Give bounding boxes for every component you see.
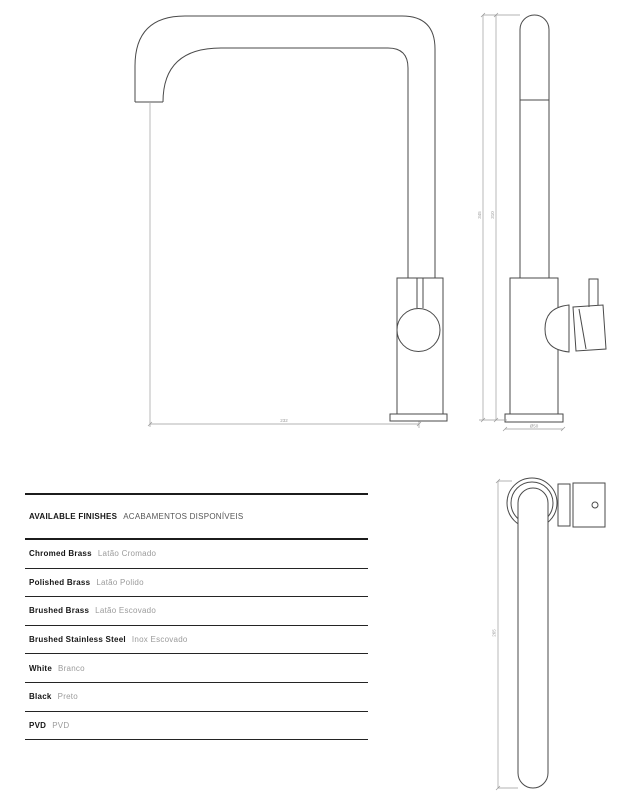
side-view-drawing [505,15,606,422]
spout-plan-tube [518,488,548,788]
cartridge-bulge [545,305,569,352]
finish-name-pt: Latão Cromado [97,549,157,559]
finish-name-en: Brushed Brass [29,606,90,616]
finish-row-pvd [25,712,368,741]
base-flange-front [390,414,447,421]
base-dimension-label: Ø50 [529,423,539,429]
finish-row-polished-brass [25,569,368,598]
finish-name-pt: Latão Polido [96,577,144,587]
finish-row-brushed-brass [25,597,368,626]
finish-row-brushed-stainless-steel [25,626,368,655]
finish-name-pt: Branco [58,663,85,673]
lever-rod-side [589,279,598,307]
finishes-table-header [25,495,368,540]
handle-connector-plan [558,484,570,526]
handle-knob-circle [397,309,440,352]
handle-block-plan [573,483,605,527]
finish-name-en: Black [29,692,52,702]
base-flange-side [505,414,563,422]
tube-side-line [520,15,549,278]
finish-name-en: Chromed Brass [29,549,92,559]
overall-height-label: 345 [477,211,482,219]
handle-block-side [573,305,606,351]
top-view-dimensions [492,479,519,790]
finish-name-en: PVD [29,720,47,730]
finish-name-pt: PVD [52,720,70,730]
front-view-dimensions [148,103,421,428]
length-dim-ticks [496,479,518,790]
finish-row-chromed-brass [25,540,368,569]
finish-name-pt: Preto [57,692,78,702]
finishes-table [25,493,368,740]
dim-top-ticks [481,13,520,17]
stem-slot-lines [417,278,423,308]
finish-name-pt: Latão Escovado [95,606,157,616]
top-view-drawing [507,478,605,788]
front-view-drawing [135,16,447,421]
spout-outer-line [135,16,435,278]
spout-height-label: 310 [490,211,495,219]
finish-row-black [25,683,368,712]
spout-inner-line [163,48,408,278]
finish-name-en: White [29,663,53,673]
reach-dimension-label: 232 [280,418,288,423]
finishes-header-pt: ACABAMENTOS DISPONÍVEIS [123,512,244,521]
finish-name-pt: Inox Escovado [131,635,188,645]
faucet-body-side [510,278,558,414]
finish-name-en: Brushed Stainless Steel [29,635,126,645]
finish-row-white [25,654,368,683]
length-dimension-label: 265 [491,629,497,637]
side-view-dimensions [477,13,565,431]
finish-name-en: Polished Brass [29,577,91,587]
finishes-header-en: AVAILABLE FINISHES [29,512,118,521]
